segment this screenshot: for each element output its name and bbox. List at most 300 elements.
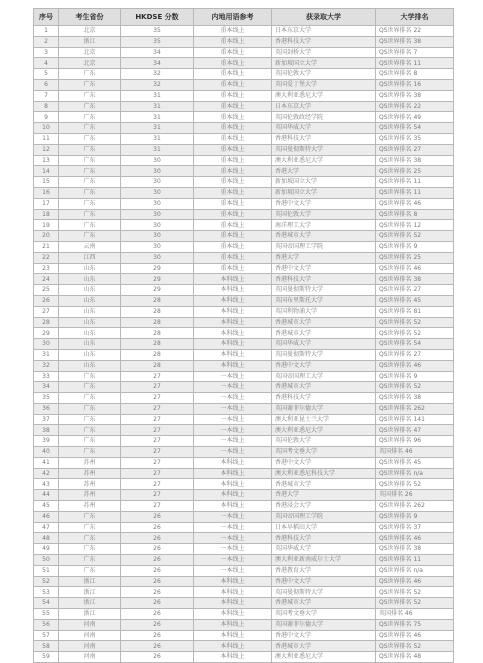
cell-university-ranking: QS世界排名 27: [376, 285, 454, 296]
cell-hkdse-score: 27: [121, 490, 194, 501]
cell-hkdse-score: 29: [121, 274, 194, 285]
cell-hkdse-score: 26: [121, 511, 194, 522]
cell-mainland-reference: 重本线上: [194, 47, 272, 58]
cell-hkdse-score: 30: [121, 198, 194, 209]
table-row: [34, 630, 454, 641]
cell-university-ranking: 英国排名 46: [376, 609, 454, 620]
cell-university-ranking: QS世界排名 11: [376, 177, 454, 188]
cell-university-ranking: QS世界排名 11: [376, 555, 454, 566]
cell-index: 9: [34, 112, 59, 123]
cell-hkdse-score: 28: [121, 349, 194, 360]
cell-mainland-reference: 重本线上: [194, 252, 272, 263]
cell-university-ranking: QS世界排名 46: [376, 630, 454, 641]
cell-province: 苏州: [59, 457, 121, 468]
cell-index: 15: [34, 177, 59, 188]
cell-mainland-reference: 本科线上: [194, 619, 272, 630]
cell-province: 广东: [59, 144, 121, 155]
cell-university-ranking: QS世界排名 262: [376, 501, 454, 512]
cell-admitted-university: 日本早稻田大学: [272, 522, 376, 533]
cell-university-ranking: QS世界排名 81: [376, 306, 454, 317]
cell-mainland-reference: 重本线上: [194, 90, 272, 101]
table-row: [34, 555, 454, 566]
cell-mainland-reference: 一本线上: [194, 511, 272, 522]
cell-index: 2: [34, 36, 59, 47]
cell-university-ranking: QS世界排名 45: [376, 295, 454, 306]
cell-mainland-reference: 本科线上: [194, 349, 272, 360]
cell-index: 37: [34, 414, 59, 425]
cell-mainland-reference: 重本线上: [194, 58, 272, 69]
table-row: [34, 403, 454, 414]
cell-admitted-university: 香港城市大学: [272, 317, 376, 328]
cell-mainland-reference: 本科线上: [194, 295, 272, 306]
cell-hkdse-score: 27: [121, 447, 194, 458]
cell-university-ranking: QS世界排名 38: [376, 274, 454, 285]
cell-index: 11: [34, 133, 59, 144]
cell-index: 6: [34, 79, 59, 90]
cell-index: 56: [34, 619, 59, 630]
cell-index: 49: [34, 544, 59, 555]
table-row: [34, 133, 454, 144]
cell-index: 25: [34, 285, 59, 296]
cell-province: 浙江: [59, 587, 121, 598]
cell-index: 41: [34, 457, 59, 468]
cell-university-ranking: QS世界排名 45: [376, 457, 454, 468]
cell-hkdse-score: 28: [121, 306, 194, 317]
cell-admitted-university: 日本东京大学: [272, 101, 376, 112]
cell-province: 广东: [59, 123, 121, 134]
cell-admitted-university: 香港教育大学: [272, 565, 376, 576]
cell-index: 12: [34, 144, 59, 155]
cell-index: 23: [34, 263, 59, 274]
cell-hkdse-score: 30: [121, 231, 194, 242]
table-row: [34, 511, 454, 522]
cell-province: 广东: [59, 187, 121, 198]
cell-admitted-university: 南洋理工大学: [272, 220, 376, 231]
cell-admitted-university: 香港科技大学: [272, 274, 376, 285]
cell-index: 35: [34, 393, 59, 404]
cell-province: 山东: [59, 317, 121, 328]
table-row: [34, 619, 454, 630]
cell-hkdse-score: 35: [121, 26, 194, 37]
cell-hkdse-score: 34: [121, 47, 194, 58]
cell-mainland-reference: 本科线上: [194, 339, 272, 350]
cell-mainland-reference: 本科线上: [194, 501, 272, 512]
cell-university-ranking: QS世界排名 46: [376, 533, 454, 544]
table-row: [34, 360, 454, 371]
cell-admitted-university: 香港城市大学: [272, 479, 376, 490]
cell-mainland-reference: 本科线上: [194, 598, 272, 609]
header-mainland-reference: 内地用语参考: [194, 9, 272, 26]
cell-admitted-university: 澳大利亚昆士兰大学: [272, 414, 376, 425]
cell-university-ranking: QS世界排名 52: [376, 587, 454, 598]
cell-admitted-university: 英国伦敦大学: [272, 209, 376, 220]
cell-index: 4: [34, 58, 59, 69]
cell-hkdse-score: 26: [121, 522, 194, 533]
cell-university-ranking: QS世界排名 n/a: [376, 468, 454, 479]
cell-mainland-reference: 一本线上: [194, 522, 272, 533]
cell-mainland-reference: 本科线上: [194, 468, 272, 479]
cell-index: 27: [34, 306, 59, 317]
table-row: [34, 231, 454, 242]
cell-hkdse-score: 27: [121, 414, 194, 425]
cell-province: 广东: [59, 447, 121, 458]
table-row: [34, 209, 454, 220]
cell-province: 浙江: [59, 609, 121, 620]
cell-mainland-reference: 一本线上: [194, 544, 272, 555]
cell-mainland-reference: 本科线上: [194, 587, 272, 598]
cell-university-ranking: QS世界排名 52: [376, 382, 454, 393]
cell-hkdse-score: 27: [121, 468, 194, 479]
cell-hkdse-score: 31: [121, 112, 194, 123]
cell-index: 36: [34, 403, 59, 414]
cell-hkdse-score: 30: [121, 209, 194, 220]
cell-province: 山东: [59, 263, 121, 274]
table-row: [34, 425, 454, 436]
table-row: [34, 241, 454, 252]
cell-admitted-university: 香港城市大学: [272, 231, 376, 242]
cell-mainland-reference: 本科线上: [194, 641, 272, 652]
cell-admitted-university: 英国曼彻斯特大学: [272, 587, 376, 598]
cell-hkdse-score: 26: [121, 544, 194, 555]
cell-university-ranking: QS世界排名 12: [376, 220, 454, 231]
cell-province: 山东: [59, 349, 121, 360]
cell-mainland-reference: 重本线上: [194, 26, 272, 37]
cell-university-ranking: QS世界排名 48: [376, 652, 454, 663]
cell-mainland-reference: 一本线上: [194, 403, 272, 414]
cell-mainland-reference: 本科线上: [194, 457, 272, 468]
table-row: [34, 576, 454, 587]
cell-mainland-reference: 一本线上: [194, 533, 272, 544]
cell-mainland-reference: 本科线上: [194, 630, 272, 641]
cell-hkdse-score: 30: [121, 155, 194, 166]
cell-mainland-reference: 重本线上: [194, 144, 272, 155]
cell-university-ranking: 英国排名 46: [376, 447, 454, 458]
cell-hkdse-score: 26: [121, 598, 194, 609]
cell-mainland-reference: 一本线上: [194, 565, 272, 576]
cell-hkdse-score: 35: [121, 36, 194, 47]
cell-mainland-reference: 本科线上: [194, 360, 272, 371]
cell-mainland-reference: 重本线上: [194, 231, 272, 242]
table-row: [34, 58, 454, 69]
cell-province: 山东: [59, 274, 121, 285]
cell-mainland-reference: 一本线上: [194, 425, 272, 436]
cell-index: 21: [34, 241, 59, 252]
cell-hkdse-score: 31: [121, 144, 194, 155]
cell-hkdse-score: 28: [121, 328, 194, 339]
cell-hkdse-score: 27: [121, 457, 194, 468]
table-row: [34, 349, 454, 360]
cell-province: 广东: [59, 198, 121, 209]
cell-index: 18: [34, 209, 59, 220]
cell-admitted-university: 澳大利亚悉尼大学: [272, 652, 376, 663]
table-row: [34, 47, 454, 58]
cell-province: 河南: [59, 641, 121, 652]
cell-index: 31: [34, 349, 59, 360]
table-body: [34, 26, 454, 663]
table-row: [34, 641, 454, 652]
table-row: [34, 36, 454, 47]
cell-province: 广东: [59, 166, 121, 177]
header-hkdse-score: HKDSE 分数: [121, 9, 194, 26]
cell-university-ranking: QS世界排名 8: [376, 69, 454, 80]
table-row: [34, 285, 454, 296]
cell-index: 52: [34, 576, 59, 587]
cell-hkdse-score: 27: [121, 393, 194, 404]
table-row: [34, 90, 454, 101]
cell-university-ranking: QS世界排名 11: [376, 58, 454, 69]
cell-hkdse-score: 27: [121, 436, 194, 447]
cell-index: 46: [34, 511, 59, 522]
cell-university-ranking: QS世界排名 16: [376, 79, 454, 90]
cell-index: 32: [34, 360, 59, 371]
cell-province: 浙江: [59, 598, 121, 609]
cell-university-ranking: QS世界排名 38: [376, 36, 454, 47]
table-row: [34, 101, 454, 112]
cell-hkdse-score: 26: [121, 587, 194, 598]
cell-mainland-reference: 重本线上: [194, 155, 272, 166]
cell-hkdse-score: 28: [121, 339, 194, 350]
cell-hkdse-score: 29: [121, 263, 194, 274]
cell-mainland-reference: 本科线上: [194, 490, 272, 501]
cell-admitted-university: 英国爱丁堡大学: [272, 79, 376, 90]
cell-province: 山东: [59, 339, 121, 350]
cell-hkdse-score: 26: [121, 630, 194, 641]
cell-mainland-reference: 重本线上: [194, 209, 272, 220]
cell-university-ranking: QS世界排名 46: [376, 263, 454, 274]
header-index: 序号: [34, 9, 59, 26]
header-university-ranking: 大学排名: [376, 9, 454, 26]
table-row: [34, 317, 454, 328]
table-row: [34, 457, 454, 468]
cell-admitted-university: 英国利物浦大学: [272, 306, 376, 317]
table-row: [34, 295, 454, 306]
cell-admitted-university: 澳大利亚悉尼大学: [272, 155, 376, 166]
cell-province: 山东: [59, 360, 121, 371]
cell-university-ranking: QS世界排名 35: [376, 133, 454, 144]
cell-hkdse-score: 30: [121, 220, 194, 231]
cell-university-ranking: QS世界排名 25: [376, 166, 454, 177]
cell-index: 47: [34, 522, 59, 533]
table-row: [34, 306, 454, 317]
cell-mainland-reference: 本科线上: [194, 576, 272, 587]
cell-hkdse-score: 26: [121, 555, 194, 566]
cell-university-ranking: QS世界排名 54: [376, 123, 454, 134]
cell-province: 广东: [59, 436, 121, 447]
table-row: [34, 382, 454, 393]
cell-province: 云南: [59, 241, 121, 252]
cell-university-ranking: QS世界排名 7: [376, 47, 454, 58]
cell-index: 48: [34, 533, 59, 544]
cell-admitted-university: 英国帝国理工学院: [272, 511, 376, 522]
cell-university-ranking: QS世界排名 141: [376, 414, 454, 425]
cell-admitted-university: 香港科技大学: [272, 133, 376, 144]
table-row: [34, 187, 454, 198]
cell-index: 28: [34, 317, 59, 328]
cell-province: 广东: [59, 177, 121, 188]
table-row: [34, 393, 454, 404]
cell-admitted-university: 英国帝国理工大学: [272, 371, 376, 382]
cell-admitted-university: 英国华威大学: [272, 544, 376, 555]
cell-admitted-university: 新加坡国立大学: [272, 58, 376, 69]
cell-index: 33: [34, 371, 59, 382]
cell-mainland-reference: 本科线上: [194, 317, 272, 328]
cell-admitted-university: 英国剑桥大学: [272, 47, 376, 58]
cell-admitted-university: 澳大利亚新南威尔士大学: [272, 555, 376, 566]
cell-admitted-university: 香港中文大学: [272, 576, 376, 587]
cell-province: 河南: [59, 630, 121, 641]
table-row: [34, 69, 454, 80]
cell-province: 广东: [59, 155, 121, 166]
cell-admitted-university: 香港中文大学: [272, 630, 376, 641]
cell-university-ranking: QS世界排名 49: [376, 112, 454, 123]
cell-mainland-reference: 一本线上: [194, 414, 272, 425]
cell-index: 10: [34, 123, 59, 134]
table-row: [34, 112, 454, 123]
cell-university-ranking: QS世界排名 27: [376, 144, 454, 155]
cell-mainland-reference: 重本线上: [194, 220, 272, 231]
cell-admitted-university: 英国考文垂大学: [272, 447, 376, 458]
cell-admitted-university: 英国谢菲尔德大学: [272, 403, 376, 414]
cell-index: 51: [34, 565, 59, 576]
table-row: [34, 522, 454, 533]
cell-index: 29: [34, 328, 59, 339]
table-row: [34, 533, 454, 544]
cell-university-ranking: QS世界排名 96: [376, 436, 454, 447]
cell-hkdse-score: 30: [121, 177, 194, 188]
admissions-table: [33, 8, 454, 663]
cell-admitted-university: 英国谢菲尔德大学: [272, 619, 376, 630]
table-row: [34, 220, 454, 231]
cell-university-ranking: QS世界排名 47: [376, 425, 454, 436]
cell-province: 广东: [59, 414, 121, 425]
cell-province: 苏州: [59, 479, 121, 490]
cell-admitted-university: 新加坡国立大学: [272, 187, 376, 198]
cell-index: 53: [34, 587, 59, 598]
cell-admitted-university: 香港浸会大学: [272, 501, 376, 512]
cell-hkdse-score: 27: [121, 371, 194, 382]
cell-index: 38: [34, 425, 59, 436]
cell-hkdse-score: 28: [121, 360, 194, 371]
cell-index: 44: [34, 490, 59, 501]
cell-mainland-reference: 重本线上: [194, 263, 272, 274]
cell-hkdse-score: 26: [121, 619, 194, 630]
table-row: [34, 490, 454, 501]
table-row: [34, 328, 454, 339]
cell-province: 广东: [59, 79, 121, 90]
cell-hkdse-score: 31: [121, 90, 194, 101]
admissions-table-sheet: [33, 8, 453, 663]
cell-admitted-university: 香港中文大学: [272, 263, 376, 274]
cell-university-ranking: QS世界排名 25: [376, 252, 454, 263]
table-row: [34, 544, 454, 555]
cell-province: 苏州: [59, 468, 121, 479]
cell-mainland-reference: 重本线上: [194, 241, 272, 252]
table-row: [34, 144, 454, 155]
table-row: [34, 652, 454, 663]
table-row: [34, 252, 454, 263]
table-row: [34, 587, 454, 598]
cell-university-ranking: QS世界排名 9: [376, 511, 454, 522]
header-admitted-university: 获录取大学: [272, 9, 376, 26]
cell-index: 14: [34, 166, 59, 177]
cell-hkdse-score: 27: [121, 479, 194, 490]
cell-hkdse-score: 32: [121, 79, 194, 90]
cell-hkdse-score: 26: [121, 652, 194, 663]
cell-university-ranking: QS世界排名 11: [376, 187, 454, 198]
cell-province: 山东: [59, 306, 121, 317]
cell-admitted-university: 香港中文大学: [272, 198, 376, 209]
cell-admitted-university: 英国曼彻斯特大学: [272, 349, 376, 360]
cell-university-ranking: QS世界排名 9: [376, 371, 454, 382]
cell-admitted-university: 香港科技大学: [272, 533, 376, 544]
cell-province: 广东: [59, 101, 121, 112]
cell-province: 广东: [59, 403, 121, 414]
cell-hkdse-score: 34: [121, 58, 194, 69]
cell-province: 苏州: [59, 490, 121, 501]
table-row: [34, 155, 454, 166]
cell-university-ranking: QS世界排名 54: [376, 339, 454, 350]
cell-mainland-reference: 重本线上: [194, 187, 272, 198]
cell-index: 7: [34, 90, 59, 101]
cell-admitted-university: 香港大学: [272, 490, 376, 501]
cell-province: 广东: [59, 393, 121, 404]
table-row: [34, 166, 454, 177]
cell-mainland-reference: 重本线上: [194, 166, 272, 177]
cell-mainland-reference: 本科线上: [194, 328, 272, 339]
cell-university-ranking: QS世界排名 n/a: [376, 565, 454, 576]
cell-index: 8: [34, 101, 59, 112]
cell-hkdse-score: 27: [121, 403, 194, 414]
cell-province: 山东: [59, 295, 121, 306]
table-row: [34, 436, 454, 447]
cell-province: 山东: [59, 328, 121, 339]
cell-province: 浙江: [59, 36, 121, 47]
table-row: [34, 501, 454, 512]
cell-admitted-university: 香港城市大学: [272, 641, 376, 652]
cell-university-ranking: QS世界排名 38: [376, 544, 454, 555]
cell-index: 57: [34, 630, 59, 641]
cell-mainland-reference: 本科线上: [194, 285, 272, 296]
cell-mainland-reference: 一本线上: [194, 371, 272, 382]
cell-hkdse-score: 26: [121, 533, 194, 544]
cell-index: 59: [34, 652, 59, 663]
cell-index: 42: [34, 468, 59, 479]
table-row: [34, 468, 454, 479]
cell-mainland-reference: 重本线上: [194, 198, 272, 209]
table-row: [34, 447, 454, 458]
cell-mainland-reference: 一本线上: [194, 436, 272, 447]
table-row: [34, 177, 454, 188]
cell-province: 苏州: [59, 501, 121, 512]
cell-mainland-reference: 重本线上: [194, 123, 272, 134]
cell-mainland-reference: 重本线上: [194, 112, 272, 123]
table-header-row: [34, 9, 454, 26]
cell-university-ranking: QS世界排名 38: [376, 155, 454, 166]
cell-province: 广东: [59, 90, 121, 101]
cell-hkdse-score: 28: [121, 295, 194, 306]
cell-hkdse-score: 31: [121, 101, 194, 112]
cell-province: 广东: [59, 382, 121, 393]
cell-index: 22: [34, 252, 59, 263]
cell-hkdse-score: 28: [121, 317, 194, 328]
table-row: [34, 263, 454, 274]
cell-mainland-reference: 一本线上: [194, 447, 272, 458]
cell-mainland-reference: 重本线上: [194, 79, 272, 90]
cell-admitted-university: 澳大利亚悉尼大学: [272, 90, 376, 101]
table-row: [34, 79, 454, 90]
cell-mainland-reference: 本科线上: [194, 652, 272, 663]
cell-hkdse-score: 31: [121, 133, 194, 144]
